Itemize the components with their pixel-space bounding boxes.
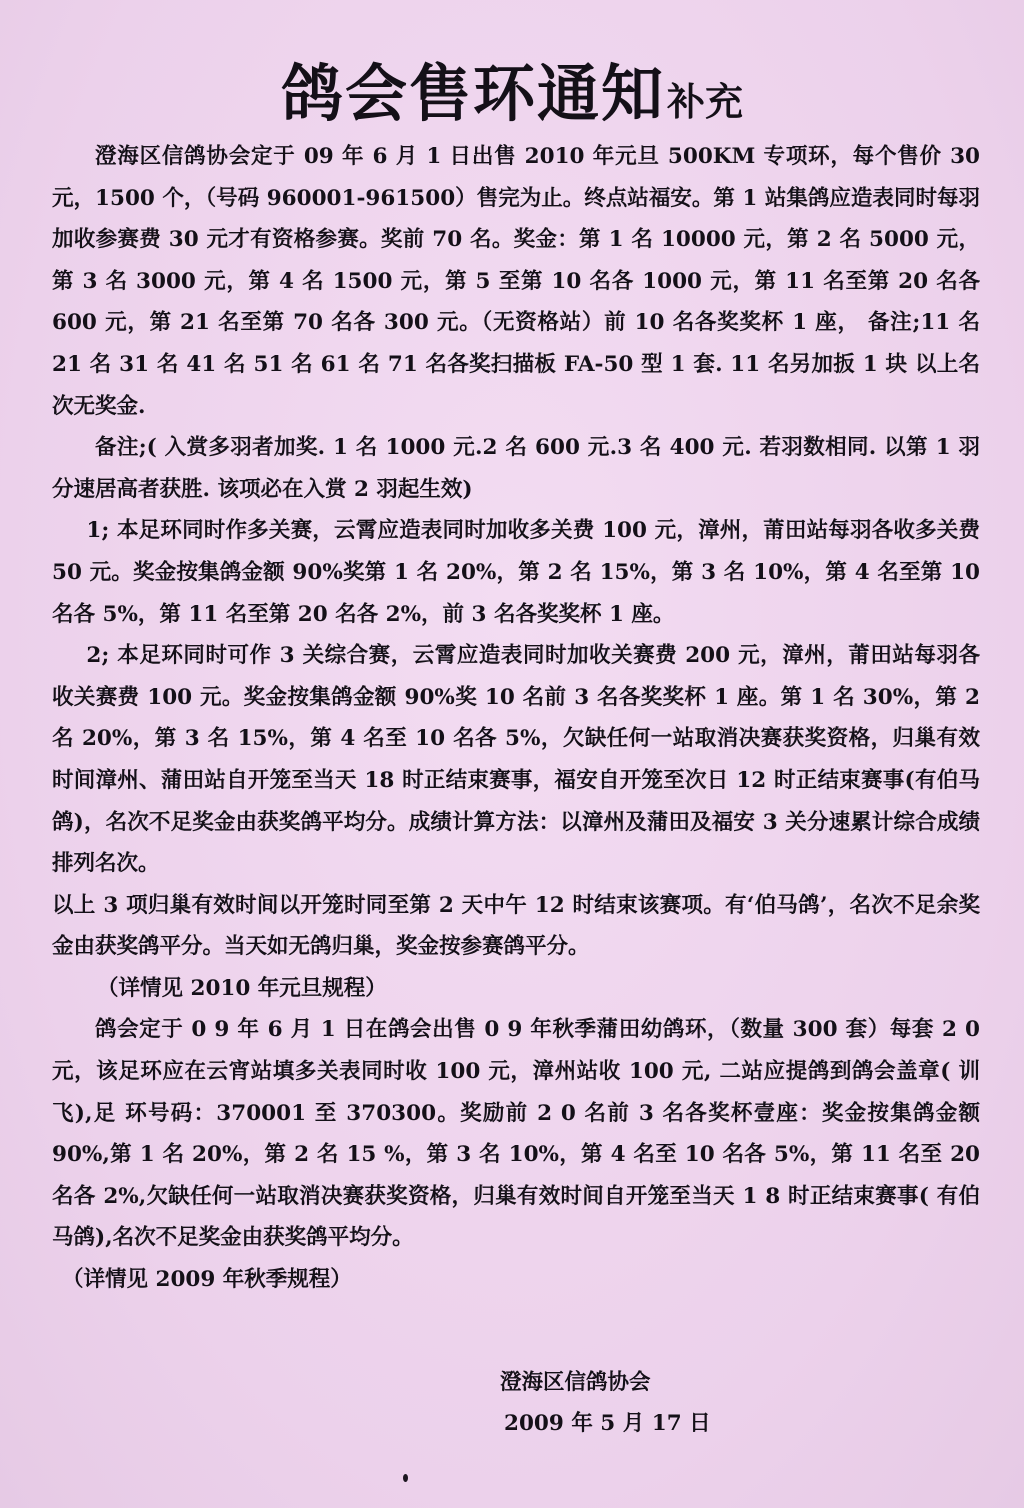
paragraph-special-ring: 澄海区信鸽协会定于 09 年 6 月 1 日出售 2010 年元旦 500KM 专项环，每个售价 30 元，1500 个，（号码 960001-961500）售完为止。终点站福安。第 1 站集鸽应造表同时每羽加收参赛费 30 元才有资格参赛。奖前 70 名。奖金：第 1 名 10000 元，第 2 名 5000 元，第 3 名 3000 元，第 4 名 1500 元，第 5 至第 10 名各 1000 元，第 11 名至第 20 名各 600 元，第 21 名至第 70 名各 300 元。（无资格站）前 10 名各奖奖杯 1 座， 备注;11 名 21 名 31 名 41 名 51 名 61 名 71 名各奖扫描板 FA-50 型 1 套. 11 名另加扳 1 块 以上名次无奖金.	[52, 144, 980, 419]
paragraph-return-time: 以上 3 项归巢有效时间以开笼时同至第 2 天中午 12 时结束该赛项。有‘伯马鸽’，名次不足余奖金由获奖鸽平分。当天如无鸽归巢，奖金按参赛鸽平分。	[52, 892, 980, 960]
paragraph-bonus-note: 备注;( 入赏多羽者加奖. 1 名 1000 元.2 名 600 元.3 名 400 元. 若羽数相同. 以第 1 羽分速居高者获胜. 该项必在入赏 2 羽起生效)	[52, 435, 980, 502]
notice-body	[52, 136, 980, 1301]
signature-block	[500, 1362, 711, 1444]
title-main: 鸽会售环通知	[280, 57, 665, 130]
paragraph-details-2010: （详情见 2010 年元旦规程）	[97, 975, 387, 1001]
title-suffix: 补充	[667, 80, 744, 124]
paragraph-young-bird-ring: 鸽会定于 0 9 年 6 月 1 日在鸽会出售 0 9 年秋季蒲田幼鸽环，（数量 300 套）每套 2 0 元，该足环应在云宵站填多关表同时收 100 元，漳州站收 100 元, 二站应提鸽到鸽会盖章( 训飞),足 环号码：370001 至 370300。奖励前 2 0 名前 3 名各奖杯壹座：奖金按集鸽金额 90%,第 1 名 20%，第 2 名 15 %，第 3 名 10%，第 4 名至 10 名各 5%，第 11 名至 20 名各 2%,欠缺任何一站取消决赛获奖资格，归巢有效时间自开笼至当天 1 8 时正结束赛事( 有伯马鸽),名次不足奖金由获奖鸽平均分。	[52, 1017, 980, 1251]
paragraph-details-2009: （详情见 2009 年秋季规程）	[62, 1267, 352, 1293]
paragraph-multi-stage: 1; 本足环同时作多关赛，云霄应造表同时加收多关费 100 元，漳州，莆田站每羽各收多关费 50 元。奖金按集鸽金额 90%奖第 1 名 20%，第 2 名 15%，第 3 名 10%，第 4 名至第 10 名各 5%，第 11 名至第 20 名各 2%，前 3 名各奖奖杯 1 座。	[52, 518, 980, 627]
signature-org: 澄海区信鸽协会	[500, 1370, 651, 1395]
ink-dot	[403, 1474, 408, 1482]
paragraph-combined-race: 2; 本足环同时可作 3 关综合赛，云霄应造表同时加收关赛费 200 元，漳州，莆田站每羽各收关赛费 100 元。奖金按集鸽金额 90%奖 10 名前 3 名各奖奖杯 1 座。第 1 名 30%，第 2 名 20%，第 3 名 15%，第 4 名至 10 名各 5%，欠缺任何一站取消决赛获奖资格，归巢有效时间漳州、蒲田站自开笼至当天 18 时正结束赛事，福安自开笼至次日 12 时正结束赛事(有伯马鸽)，名次不足奖金由获奖鸽平均分。成绩计算方法：以漳州及蒲田及福安 3 关分速累计综合成绩排列名次。	[52, 643, 980, 877]
signature-date: 2009 年 5 月 17 日	[504, 1411, 711, 1436]
notice-title	[0, 44, 1024, 133]
